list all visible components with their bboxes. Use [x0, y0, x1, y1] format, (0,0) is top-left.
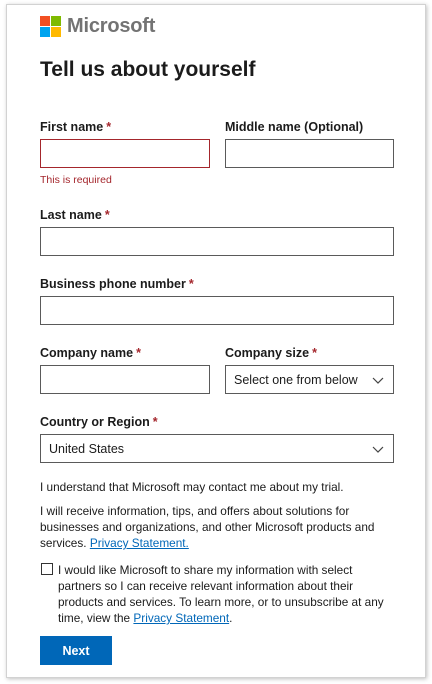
required-marker: *: [136, 346, 141, 360]
last-name-label: Last name *: [40, 208, 110, 222]
required-marker: *: [152, 415, 158, 429]
first-name-input[interactable]: [40, 139, 210, 168]
next-button[interactable]: Next: [40, 636, 112, 665]
chevron-down-icon: [371, 442, 385, 456]
company-name-label: Company name *: [40, 346, 141, 360]
company-size-value: Select one from below: [234, 372, 358, 387]
microsoft-logo-icon: [40, 16, 61, 37]
required-marker: *: [312, 346, 317, 360]
country-select[interactable]: [40, 434, 394, 463]
contact-notice: I understand that Microsoft may contact me about my trial.: [40, 480, 344, 494]
partner-consent-checkbox[interactable]: [41, 563, 53, 575]
chevron-down-icon: [371, 373, 385, 387]
info-notice: I will receive information, tips, and offers about solutions for businesses and organizations, and other Microsoft products and services. Privacy Statement.: [40, 504, 375, 550]
required-marker: *: [188, 277, 194, 291]
middle-name-label: Middle name (Optional): [225, 120, 364, 134]
business-phone-label: Business phone number *: [40, 277, 194, 291]
last-name-input[interactable]: [40, 227, 394, 256]
partner-consent-text: I would like Microsoft to share my information with select partners so I can receive relevant information about their products and services. To learn more, or to unsubscribe at any time, view the Privacy Statement.: [58, 563, 384, 625]
country-label: Country or Region *: [40, 415, 158, 429]
company-size-label: Company size *: [225, 346, 317, 360]
brand-name: Microsoft: [67, 15, 156, 37]
company-name-input[interactable]: [40, 365, 210, 394]
required-marker: *: [106, 120, 112, 134]
required-marker: *: [104, 208, 110, 222]
business-phone-input[interactable]: [40, 296, 394, 325]
middle-name-input[interactable]: [225, 139, 394, 168]
page-title: Tell us about yourself: [40, 58, 256, 81]
first-name-label: First name *: [40, 120, 112, 134]
privacy-statement-link[interactable]: Privacy Statement.: [89, 536, 189, 550]
consent-privacy-statement-link[interactable]: Privacy Statement: [133, 611, 230, 625]
first-name-error: This is required: [40, 174, 112, 186]
country-value: United States: [49, 441, 125, 456]
company-size-select[interactable]: [225, 365, 394, 394]
microsoft-logo: [40, 15, 155, 38]
